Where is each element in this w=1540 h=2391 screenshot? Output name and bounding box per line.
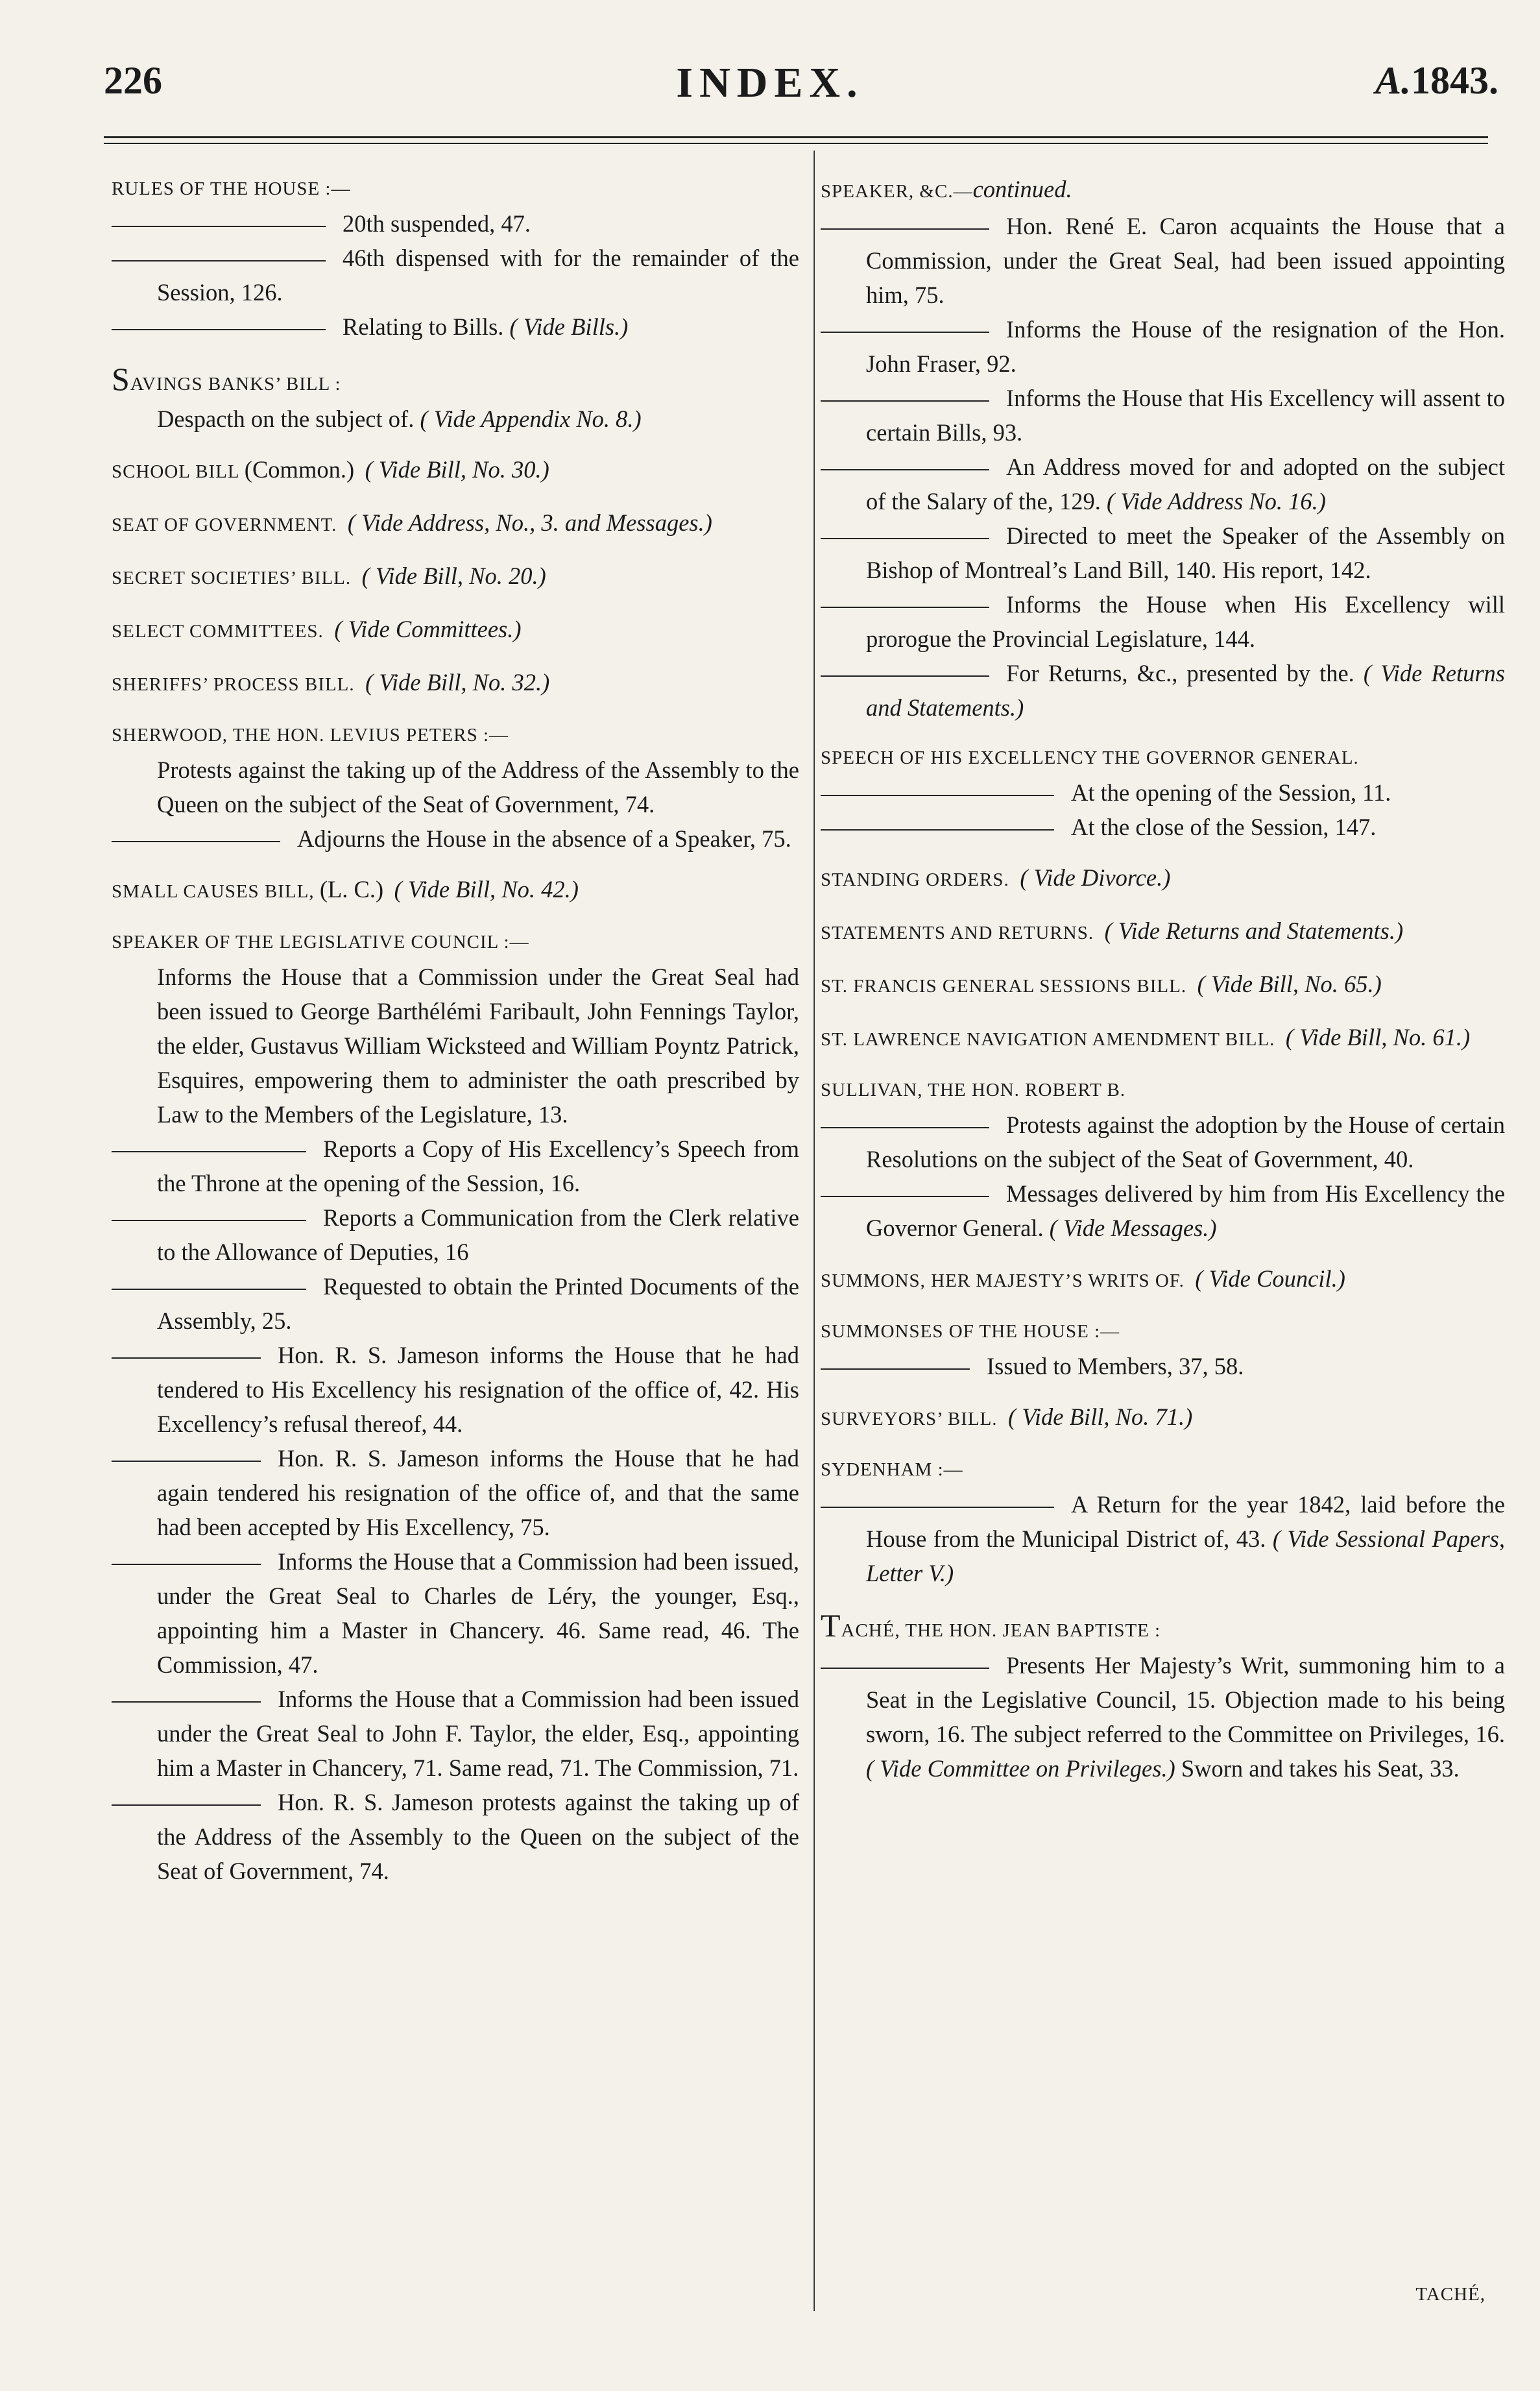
subentry-text: A Return for the year 1842, laid before the House from the Municipal District of, 43. — [866, 1491, 1505, 1552]
entry-heading — [821, 172, 1505, 209]
vide-reference: ( Vide Committee on Privileges.) — [866, 1755, 1175, 1782]
entry-summonses — [821, 1315, 1505, 1383]
entry-speech — [821, 741, 1505, 844]
subentry — [112, 821, 799, 856]
entry-heading: RULES OF THE HOUSE :— — [112, 178, 351, 199]
entry-heading — [821, 967, 1505, 1004]
vide-reference: ( Vide Bill, No. 30.) — [365, 456, 549, 483]
subentry-text: Requested to obtain the Printed Documents of the Assembly, 25. — [157, 1273, 799, 1334]
subentry — [821, 1648, 1505, 1786]
subentry — [821, 209, 1505, 312]
entry-body: Informs the House that a Commission under the Great Seal had been issued to George Barthélémi Faribault, John Fennings Taylor, the elder, Gustavus William Wicksteed and William Poyntz Patrick, Esquires, empowering them to administer the oath prescribed by Law to the Members of the Legislature, 13. — [157, 964, 799, 1128]
entry-surveyors — [821, 1400, 1505, 1437]
header-rule-double — [104, 143, 1488, 144]
heading-text: SELECT COMMITTEES. — [112, 621, 324, 642]
entry-speaker-legislative-council — [112, 925, 799, 1888]
heading-paren: (Common.) — [244, 456, 355, 483]
entry-tache — [821, 1607, 1505, 1786]
left-column — [112, 172, 799, 1904]
vide-reference: ( Vide Appendix No. 8.) — [420, 406, 642, 432]
subentry-text: Adjourns the House in the absence of a Speaker, 75. — [297, 825, 791, 852]
vide-reference: ( Vide Bill, No. 71.) — [1008, 1403, 1193, 1430]
entry-heading — [112, 360, 799, 402]
subentry — [112, 1200, 799, 1269]
subentry-text: Protests against the adoption by the House of certain Resolutions on the subject of the Seat of Government, 40. — [866, 1111, 1505, 1172]
subentry — [112, 1269, 799, 1338]
vide-reference: ( Vide Bill, No. 42.) — [394, 876, 579, 903]
subentry — [112, 1544, 799, 1682]
page-title: INDEX. — [676, 59, 864, 106]
heading-text: SURVEYORS’ BILL. — [821, 1409, 998, 1429]
subentry-text: Reports a Communication from the Clerk relative to the Allowance of Deputies, 16 — [157, 1204, 799, 1265]
subentry — [821, 810, 1505, 844]
entry-rules — [112, 172, 799, 344]
subentry — [821, 381, 1505, 450]
entry-heading — [821, 1261, 1505, 1298]
vide-reference: ( Vide Returns and Statements.) — [1104, 917, 1404, 944]
subentry — [821, 312, 1505, 381]
right-column — [821, 172, 1505, 1802]
entry-heading — [821, 1400, 1505, 1437]
entry-heading — [112, 612, 799, 649]
heading-text: SEAT OF GOVERNMENT. — [112, 515, 337, 535]
entry-heading: SPEECH OF HIS EXCELLENCY THE GOVERNOR GENERAL. — [821, 747, 1359, 768]
subentry-text: Directed to meet the Speaker of the Assembly on Bishop of Montreal’s Land Bill, 140. His report, 142. — [866, 522, 1505, 583]
heading-text: SCHOOL BILL — [112, 461, 239, 482]
entry-heading — [112, 452, 799, 489]
initial-letter: S — [112, 361, 130, 397]
subentry — [821, 1349, 1505, 1383]
vide-reference: ( Vide Address No. 16.) — [1107, 488, 1326, 515]
body-text: Despacth on the subject of. — [157, 406, 415, 432]
subentry-text: Hon. René E. Caron acquaints the House that a Commission, under the Great Seal, had been issued appointing him, 75. — [866, 213, 1505, 308]
subentry — [112, 1441, 799, 1544]
heading-rest: ACHÉ, THE HON. JEAN BAPTISTE : — [841, 1620, 1161, 1641]
subentry — [112, 1785, 799, 1888]
subentry — [821, 656, 1505, 725]
subentry — [112, 1338, 799, 1441]
entry-body: Protests against the taking up of the Address of the Assembly to the Queen on the subject of the Seat of Government, 74. — [157, 757, 799, 818]
subentry-text: Issued to Members, 37, 58. — [987, 1353, 1244, 1379]
heading-text: STATEMENTS AND RETURNS. — [821, 923, 1094, 943]
heading-text: SECRET SOCIETIES’ BILL. — [112, 568, 352, 589]
vide-reference: ( Vide Bill, No. 32.) — [365, 669, 550, 696]
entry-heading — [112, 872, 799, 909]
entry-heading — [821, 914, 1505, 951]
subentry — [112, 241, 799, 309]
subentry-text: Messages delivered by him from His Excellency the Governor General. — [866, 1180, 1505, 1241]
subentry — [821, 1176, 1505, 1245]
vide-reference: ( Vide Bill, No. 20.) — [361, 563, 546, 589]
vide-reference: ( Vide Council.) — [1195, 1265, 1345, 1292]
heading-rest: AVINGS BANKS’ BILL : — [130, 374, 341, 394]
catchword: TACHÉ, — [1415, 2284, 1486, 2305]
entry-heading — [112, 505, 799, 542]
subentry — [821, 1487, 1505, 1590]
entry-sydenham — [821, 1453, 1505, 1590]
heading-text: SMALL CAUSES BILL, — [112, 881, 315, 902]
page-number: 226 — [104, 59, 162, 102]
vide-reference: ( Vide Bill, No. 65.) — [1197, 971, 1382, 997]
heading-text: SHERIFFS’ PROCESS BILL. — [112, 674, 355, 695]
subentry — [112, 1682, 799, 1785]
subentry — [112, 1132, 799, 1200]
subentry — [821, 775, 1505, 810]
entry-heading: SULLIVAN, THE HON. ROBERT B. — [821, 1080, 1126, 1100]
entry-speaker-continued — [821, 172, 1505, 725]
heading-paren: (L. C.) — [319, 876, 384, 903]
entry-heading: SHERWOOD, THE HON. LEVIUS PETERS :— — [112, 725, 509, 746]
subentry-text: An Address moved for and adopted on the subject of the Salary of the, 129. — [866, 454, 1505, 515]
entry-savings-banks — [112, 360, 799, 436]
subentry-text: Informs the House of the resignation of the Hon. John Fraser, 92. — [866, 316, 1505, 377]
subentry-text: Relating to Bills. — [343, 313, 504, 340]
vide-reference: ( Vide Divorce.) — [1020, 864, 1171, 891]
subentry-text: At the opening of the Session, 11. — [1071, 779, 1391, 806]
heading-text: STANDING ORDERS. — [821, 869, 1009, 890]
entry-heading — [112, 665, 799, 702]
entry-st-francis — [821, 967, 1505, 1004]
entry-heading: SPEAKER OF THE LEGISLATIVE COUNCIL :— — [112, 932, 529, 953]
vide-reference: ( Vide Committees.) — [334, 616, 522, 642]
entry-body — [112, 402, 799, 436]
entry-select-committees — [112, 612, 799, 649]
page-year — [1375, 58, 1498, 103]
subentry-text: Hon. R. S. Jameson informs the House that he had tendered to His Excellency his resignation of the office of, 42. His Excellency’s refusal thereof, 44. — [157, 1342, 799, 1437]
subentry-text: Informs the House when His Excellency will prorogue the Provincial Legislature, 144. — [866, 591, 1505, 652]
entry-sherwood — [112, 718, 799, 856]
heading-continued: continued. — [972, 176, 1072, 202]
heading-text: SPEAKER, &C.— — [821, 181, 973, 202]
entry-standing-orders — [821, 860, 1505, 897]
vide-reference: ( Vide Bills.) — [509, 313, 629, 340]
vide-reference: ( Vide Address, No., 3. and Messages.) — [347, 509, 712, 536]
vide-reference: ( Vide Sessional Papers, Letter V.) — [866, 1525, 1505, 1586]
vide-reference: ( Vide Bill, No. 61.) — [1285, 1024, 1471, 1050]
subentry-text: Informs the House that a Commission had been issued, under the Great Seal to Charles de Léry, the younger, Esq., appointing him a Master in Chancery. 46. Same read, 46. The Commission, 47. — [157, 1548, 799, 1678]
subentry — [821, 450, 1505, 518]
entry-secret-societies — [112, 559, 799, 596]
entry-heading: SYDENHAM :— — [821, 1459, 963, 1480]
subentry-text: 46th dispensed with for the remainder of the Session, 126. — [157, 245, 799, 306]
entry-statements-returns — [821, 914, 1505, 951]
heading-text: SUMMONS, HER MAJESTY’S WRITS OF. — [821, 1270, 1185, 1291]
subentry — [821, 1108, 1505, 1176]
subentry-text: Presents Her Majesty’s Writ, summoning him to a Seat in the Legislative Council, 15. Objection made to his being sworn, 16. The subject referred to the Committee on Privileges, 16. — [866, 1652, 1505, 1747]
entry-seat-of-government — [112, 505, 799, 542]
entry-small-causes — [112, 872, 799, 909]
subentry — [112, 309, 799, 344]
subentry — [821, 587, 1505, 656]
entry-summons — [821, 1261, 1505, 1298]
vide-reference: ( Vide Messages.) — [1049, 1215, 1217, 1241]
column-separator — [813, 151, 815, 2311]
heading-text: ST. FRANCIS GENERAL SESSIONS BILL. — [821, 976, 1187, 997]
year-value: 1843. — [1411, 59, 1498, 102]
subentry — [821, 518, 1505, 587]
subentry-text: Hon. R. S. Jameson informs the House that he had again tendered his resignation of the office of, and that the same had been accepted by His Excellency, 75. — [157, 1445, 799, 1540]
entry-school-bill — [112, 452, 799, 489]
entry-st-lawrence — [821, 1020, 1505, 1057]
subentry-text: Informs the House that a Commission had been issued under the Great Seal to John F. Taylor, the elder, Esq., appointing him a Master in Chancery, 71. Same read, 71. The Commission, 71. — [157, 1686, 799, 1781]
entry-sullivan — [821, 1073, 1505, 1245]
subentry-text: Sworn and takes his Seat, 33. — [1181, 1755, 1460, 1782]
entry-heading — [112, 559, 799, 596]
entry-heading — [821, 860, 1505, 897]
subentry — [112, 206, 799, 241]
entry-sheriffs — [112, 665, 799, 702]
heading-text: ST. LAWRENCE NAVIGATION AMENDMENT BILL. — [821, 1029, 1275, 1050]
page-header — [0, 58, 1540, 117]
subentry-text: Informs the House that His Excellency will assent to certain Bills, 93. — [866, 385, 1505, 446]
subentry-text: Hon. R. S. Jameson protests against the taking up of the Address of the Assembly to the Queen on the subject of the Seat of Government, 74. — [157, 1789, 799, 1884]
year-prefix: A. — [1375, 59, 1411, 102]
subentry-text: 20th suspended, 47. — [343, 210, 531, 237]
entry-heading — [821, 1607, 1505, 1648]
entry-heading: SUMMONSES OF THE HOUSE :— — [821, 1321, 1120, 1342]
subentry-text: At the close of the Session, 147. — [1071, 814, 1377, 840]
subentry-text: For Returns, &c., presented by the. — [1006, 660, 1354, 686]
initial-letter: T — [821, 1607, 841, 1644]
entry-heading — [821, 1020, 1505, 1057]
vide-reference: ( Vide Returns and Statements.) — [866, 660, 1505, 721]
subentry-text: Reports a Copy of His Excellency’s Speech from the Throne at the opening of the Session, 16. — [157, 1135, 799, 1196]
header-rule — [104, 136, 1488, 138]
